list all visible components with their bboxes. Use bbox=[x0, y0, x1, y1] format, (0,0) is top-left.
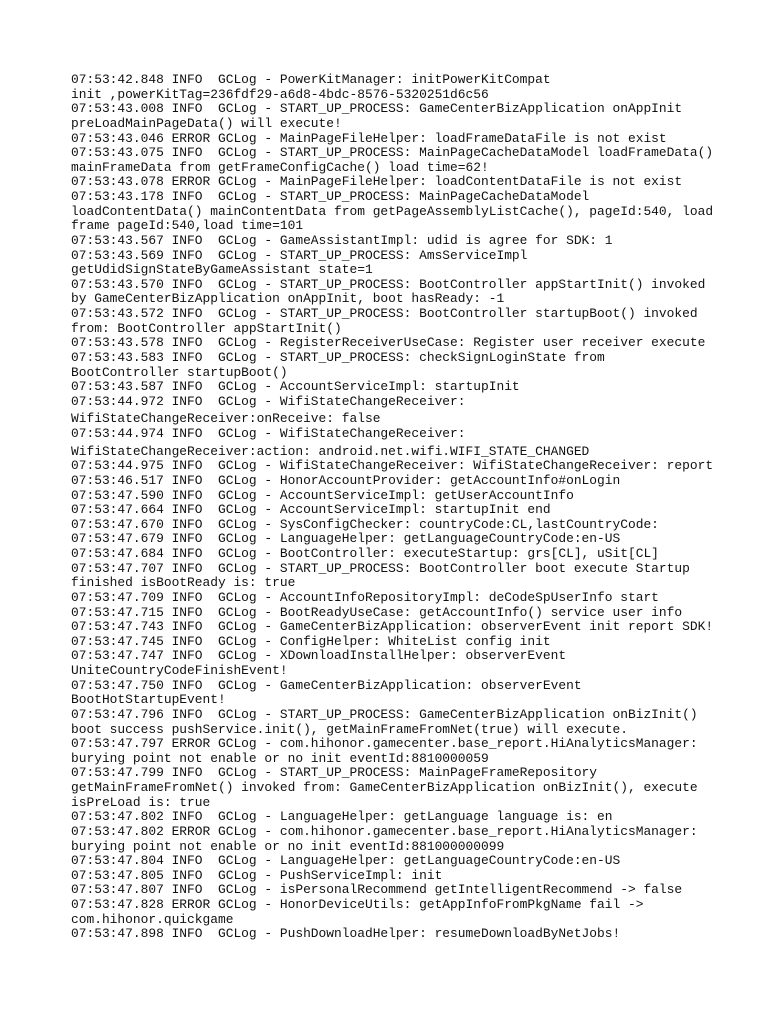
log-entry bbox=[71, 278, 711, 307]
log-entry bbox=[71, 737, 711, 766]
log-entry bbox=[71, 869, 711, 884]
log-entry bbox=[71, 189, 714, 234]
log-line: 07:53:43.078 ERROR GCLog - MainPageFileHelper: loadContentDataFile is not exist bbox=[71, 174, 683, 190]
log-line: 07:53:43.178 INFO GCLog - START_UP_PROCESS: MainPageCacheDataModel bbox=[71, 189, 590, 204]
log-entry bbox=[71, 145, 714, 175]
log-line: 07:53:47.707 INFO GCLog - START_UP_PROCESS: BootController boot execute Startup bbox=[71, 560, 690, 576]
log-line: 07:53:47.715 INFO GCLog - BootReadyUseCase: getAccountInfo() service user info bbox=[71, 604, 683, 620]
log-line: preLoadMainPageData() will execute! bbox=[71, 115, 342, 131]
log-line: WifiStateChangeReceiver:action: android.net.wifi.WIFI_STATE_CHANGED bbox=[71, 443, 590, 459]
log-line: BootController startupBoot() bbox=[71, 364, 288, 380]
log-entry bbox=[71, 927, 711, 942]
log-line: UniteCountryCodeFinishEvent! bbox=[71, 663, 288, 678]
log-entry bbox=[71, 532, 711, 547]
log-line: 07:53:43.572 INFO GCLog - START_UP_PROCESS: BootController startupBoot() invoked bbox=[71, 306, 698, 321]
log-line: getUdidSignStateByGameAssistant state=1 bbox=[71, 262, 373, 278]
log-entry bbox=[71, 458, 714, 474]
log-line: burying point not enable or no init eventId:8810000059 bbox=[71, 750, 489, 766]
log-line: 07:53:43.567 INFO GCLog - GameAssistantImpl: udid is agree for SDK: 1 bbox=[71, 232, 613, 248]
log-entry bbox=[71, 854, 711, 869]
log-line: 07:53:47.670 INFO GCLog - SysConfigChecker: countryCode:CL,lastCountryCode: bbox=[71, 516, 659, 532]
log-line: 07:53:47.590 INFO GCLog - AccountServiceImpl: getUserAccountInfo bbox=[71, 487, 574, 503]
log-entry bbox=[71, 649, 711, 678]
log-line: 07:53:43.075 INFO GCLog - START_UP_PROCESS: MainPageCacheDataModel loadFrameData() bbox=[71, 145, 714, 161]
log-entry bbox=[71, 898, 711, 927]
log-line: 07:53:43.570 INFO GCLog - START_UP_PROCESS: BootController appStartInit() invoked bbox=[71, 276, 706, 292]
log-entry bbox=[71, 562, 711, 591]
log-line: loadContentData() mainContentData from getPageAssemblyListCache(), pageId:540, load bbox=[71, 203, 714, 219]
log-line: init ,powerKitTag=236fdf29-a6d8-4bdc-8576-5320251d6c56 bbox=[71, 86, 489, 102]
log-entry bbox=[71, 810, 711, 825]
log-entry bbox=[71, 591, 711, 606]
log-line: 07:53:47.802 INFO GCLog - LanguageHelper: getLanguage language is: en bbox=[71, 809, 613, 825]
log-line: 07:53:47.805 INFO GCLog - PushServiceImpl: init bbox=[71, 867, 443, 883]
log-entry bbox=[71, 102, 711, 131]
log-line: frame pageId:540,load time=101 bbox=[71, 218, 304, 234]
log-entry bbox=[71, 474, 711, 489]
log-line: com.hihonor.quickgame bbox=[71, 911, 234, 927]
log-entry bbox=[71, 883, 711, 898]
log-line: 07:53:47.709 INFO GCLog - AccountInfoRepositoryImpl: deCodeSpUserInfo start bbox=[71, 589, 659, 605]
log-entry bbox=[71, 427, 711, 459]
log-entry bbox=[71, 234, 711, 249]
log-line: isPreLoad is: true bbox=[71, 794, 211, 810]
log-entry bbox=[71, 132, 711, 147]
log-line: 07:53:43.046 ERROR GCLog - MainPageFileHelper: loadFrameDataFile is not exist bbox=[71, 130, 667, 146]
log-line: 07:53:42.848 INFO GCLog - PowerKitManager: initPowerKitCompat bbox=[71, 72, 551, 87]
log-line: 07:53:47.797 ERROR GCLog - com.hihonor.gamecenter.base_report.HiAnalyticsManager: bbox=[71, 736, 698, 752]
log-entry bbox=[71, 351, 711, 380]
log-line: 07:53:47.684 INFO GCLog - BootController: executeStartup: grs[CL], uSit[CL] bbox=[71, 546, 659, 561]
log-line: 07:53:47.664 INFO GCLog - AccountServiceImpl: startupInit end bbox=[71, 502, 551, 518]
log-entry bbox=[71, 679, 711, 708]
log-entry bbox=[71, 307, 711, 336]
log-entry bbox=[71, 380, 711, 395]
log-entry bbox=[71, 249, 711, 278]
log-entry bbox=[71, 489, 711, 504]
log-line: 07:53:43.569 INFO GCLog - START_UP_PROCESS: AmsServiceImpl bbox=[71, 247, 528, 263]
log-entry bbox=[71, 503, 711, 518]
log-entry bbox=[71, 175, 711, 190]
log-entry bbox=[71, 73, 711, 102]
log-line: WifiStateChangeReceiver:onReceive: false bbox=[71, 411, 381, 427]
log-line: 07:53:47.745 INFO GCLog - ConfigHelper: WhiteList config init bbox=[71, 633, 551, 649]
log-entry bbox=[71, 336, 711, 351]
log-line: BootHotStartupEvent! bbox=[71, 692, 226, 708]
log-line: 07:53:47.828 ERROR GCLog - HonorDeviceUtils: getAppInfoFromPkgName fail -> bbox=[71, 897, 644, 912]
log-line: finished isBootReady is: true bbox=[71, 575, 296, 591]
log-line: 07:53:43.583 INFO GCLog - START_UP_PROCESS: checkSignLoginState from bbox=[71, 349, 605, 365]
log-line: getMainFrameFromNet() invoked from: GameCenterBizApplication onBizInit(), execute bbox=[71, 780, 698, 795]
log-line: 07:53:47.750 INFO GCLog - GameCenterBizApplication: observerEvent bbox=[71, 677, 582, 693]
log-line: 07:53:47.802 ERROR GCLog - com.hihonor.gamecenter.base_report.HiAnalyticsManager: bbox=[71, 823, 698, 839]
log-entry bbox=[71, 547, 711, 562]
log-entry bbox=[71, 635, 711, 650]
log-line: boot success pushService.init(), getMainFrameFromNet(true) will execute. bbox=[71, 721, 628, 737]
log-line: by GameCenterBizApplication onAppInit, boot hasReady: -1 bbox=[71, 291, 505, 307]
log-entry bbox=[71, 619, 714, 635]
log-line: 07:53:44.975 INFO GCLog - WifiStateChangeReceiver: WifiStateChangeReceiver: report bbox=[71, 458, 714, 474]
log-line: 07:53:47.679 INFO GCLog - LanguageHelper: getLanguageCountryCode:en-US bbox=[71, 531, 621, 547]
log-line: from: BootController appStartInit() bbox=[71, 320, 342, 336]
log-line: 07:53:47.799 INFO GCLog - START_UP_PROCESS: MainPageFrameRepository bbox=[71, 765, 598, 781]
log-document bbox=[71, 72, 714, 942]
log-entry bbox=[71, 708, 711, 737]
log-line: 07:53:43.578 INFO GCLog - RegisterReceiverUseCase: Register user receiver execute bbox=[71, 335, 706, 351]
log-line: 07:53:47.796 INFO GCLog - START_UP_PROCESS: GameCenterBizApplication onBizInit() bbox=[71, 706, 698, 722]
log-entry bbox=[71, 825, 711, 854]
log-line: 07:53:44.972 INFO GCLog - WifiStateChangeReceiver: bbox=[71, 393, 466, 409]
log-line: 07:53:43.008 INFO GCLog - START_UP_PROCESS: GameCenterBizApplication onAppInit bbox=[71, 101, 683, 117]
log-line: 07:53:47.807 INFO GCLog - isPersonalRecommend getIntelligentRecommend -> false bbox=[71, 882, 683, 898]
log-line: 07:53:47.747 INFO GCLog - XDownloadInstallHelper: observerEvent bbox=[71, 648, 567, 664]
log-entry bbox=[71, 606, 711, 621]
log-line: burying point not enable or no init eventId:881000000099 bbox=[71, 838, 505, 854]
log-line: 07:53:43.587 INFO GCLog - AccountServiceImpl: startupInit bbox=[71, 379, 520, 395]
log-line: 07:53:47.804 INFO GCLog - LanguageHelper: getLanguageCountryCode:en-US bbox=[71, 853, 621, 869]
log-line: 07:53:46.517 INFO GCLog - HonorAccountProvider: getAccountInfo#onLogin bbox=[71, 472, 621, 488]
log-line: mainFrameData from getFrameConfigCache() load time=62! bbox=[71, 159, 489, 175]
log-line: 07:53:44.974 INFO GCLog - WifiStateChangeReceiver: bbox=[71, 426, 466, 441]
log-line: 07:53:47.743 INFO GCLog - GameCenterBizApplication: observerEvent init report SDK! bbox=[71, 619, 714, 635]
log-entry bbox=[71, 766, 711, 810]
log-line: 07:53:47.898 INFO GCLog - PushDownloadHelper: resumeDownloadByNetJobs! bbox=[71, 926, 621, 942]
log-entry bbox=[71, 518, 711, 533]
log-entry bbox=[71, 395, 711, 427]
